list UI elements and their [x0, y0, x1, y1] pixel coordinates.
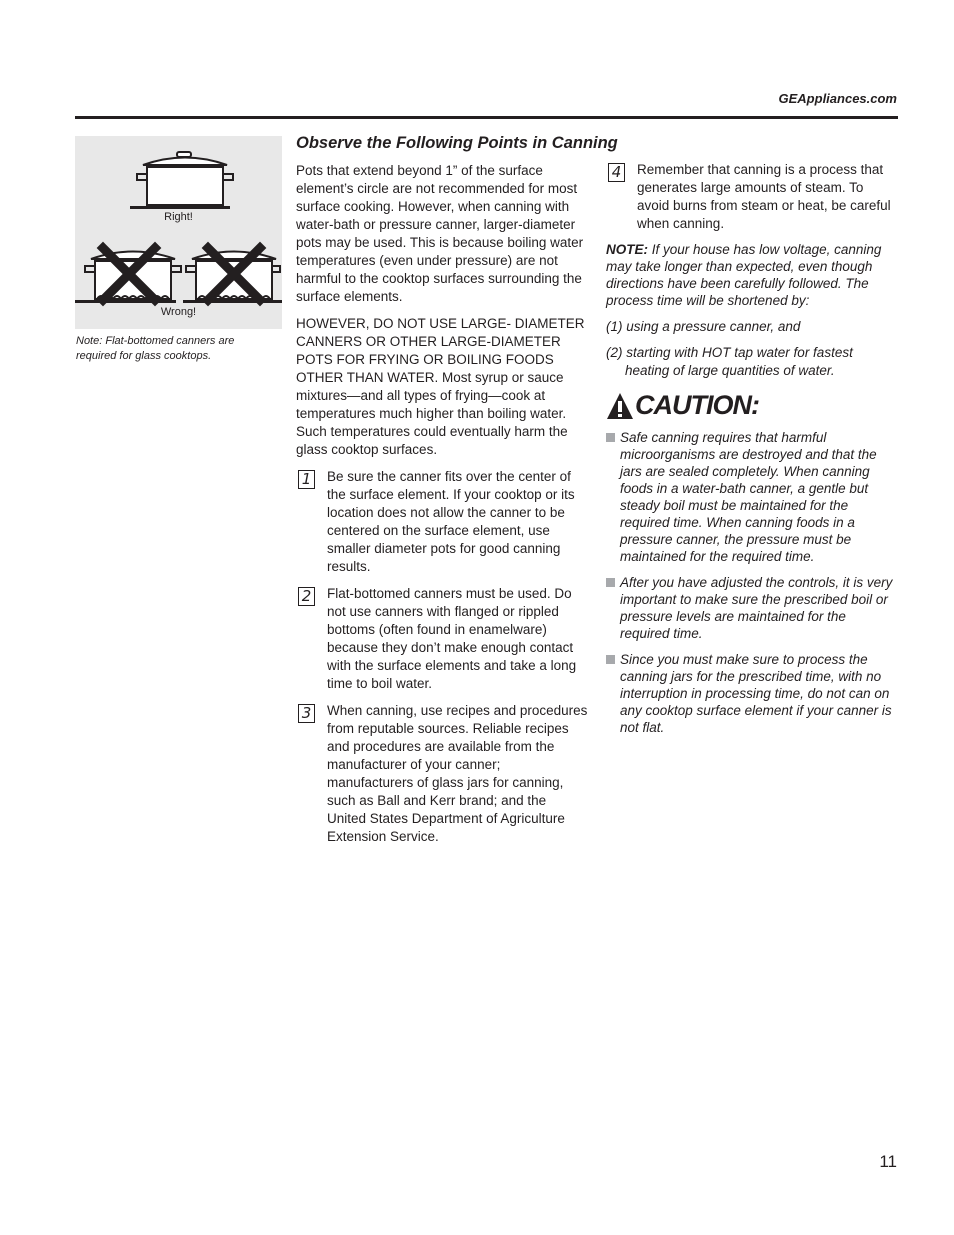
- section-title: Observe the Following Points in Canning: [296, 134, 618, 152]
- caution-text-3: Since you must make sure to process the canning jars for the prescribed time, with no interruption in processing time, do not can on any cooktop surface element if your canner is not flat.: [620, 652, 892, 735]
- wrong-label: Wrong!: [160, 306, 197, 318]
- caution-bullet-3: [606, 651, 898, 736]
- caution-bullet-1: [606, 429, 898, 565]
- main-column: [296, 134, 618, 855]
- step-text-4: Remember that canning is a process that generates large amounts of steam. To avoid burns from steam or heat, be careful when canning.: [637, 162, 891, 231]
- square-bullet-icon: [606, 655, 615, 664]
- surface-element-wrong-left: [75, 300, 176, 303]
- canner-drawing: [75, 136, 282, 329]
- intro-paragraph: Pots that extend beyond 1” of the surface element’s circle are not recommended for most surface cooking. However, when canning with water-bath or pressure canner, larger-diameter pots may be used. This is because boiling water temperatures (even under pressure) are not harmful to the cooktop surfaces surrounding the surface elements.: [296, 163, 584, 304]
- caution-text-2: After you have adjusted the controls, it is very important to make sure the prescribed boil or pressure levels are maintained for the required time.: [620, 575, 893, 641]
- note-label: NOTE:: [606, 242, 648, 257]
- right-label: Right!: [164, 211, 193, 223]
- caution-bullet-2: [606, 574, 898, 642]
- caution-title: CAUTION:: [635, 390, 759, 420]
- right-pot-icon: [137, 152, 233, 205]
- caution-text-1: Safe canning requires that harmful microorganisms are destroyed and that the jars are sealed completely. When canning foods in a water-bath canner, a gentle but steady boil must be maintained for the required time. When canning foods in a pressure canner, the pressure must be maintained for the required time.: [620, 430, 877, 564]
- option-1: (1) using a pressure canner, and: [606, 319, 801, 334]
- step-2: [296, 585, 588, 693]
- header-rule: [75, 116, 898, 119]
- caution-heading: [606, 390, 898, 421]
- voltage-note: [606, 241, 898, 309]
- step-text-1: Be sure the canner fits over the center of the surface element. If your cooktop or its location does not allow the canner to be centered on the surface element, use smaller diameter pots for good canning results.: [327, 469, 575, 574]
- right-column: [606, 161, 898, 745]
- square-bullet-icon: [606, 578, 615, 587]
- figure-note: Note: Flat-bottomed canners are required for glass cooktops.: [76, 335, 235, 362]
- step-4: [606, 161, 898, 233]
- step-text-2: Flat-bottomed canners must be used. Do not use canners with flanged or rippled bottoms (often found in enamelware) because they don’t make enough contact with the surface elements and take a long time to boil water.: [327, 586, 577, 691]
- step-number-4: 4: [608, 163, 625, 182]
- page-number: 11: [879, 1152, 897, 1171]
- surface-element-right: [130, 206, 230, 209]
- step-number-3: 3: [298, 704, 315, 723]
- step-number-2: 2: [298, 587, 315, 606]
- step-number-1: 1: [298, 470, 315, 489]
- warning-paragraph: HOWEVER, DO NOT USE LARGE- DIAMETER CANNERS OR OTHER LARGE-DIAMETER POTS FOR FRYING OR BOILING FOODS OTHER THAN WATER. Most syrup or sauce mixtures—and all types of frying—cook at temperatures much higher than boiling water. Such temperatures could eventually harm the glass cooktop surfaces.: [296, 316, 585, 457]
- option-2: (2) starting with HOT tap water for fastest heating of large quantities of water.: [606, 345, 853, 378]
- step-text-3: When canning, use recipes and procedures from reputable sources. Reliable recipes and procedures are available from the manufacturer of your canner; manufacturers of glass jars for canning, such as Ball and Kerr brand; and the United States Department of Agriculture Extension Service.: [327, 703, 588, 844]
- note-text: If your house has low voltage, canning may take longer than expected, even though directions have been carefully followed. The process time will be shortened by:: [606, 242, 882, 308]
- canner-illustration: [75, 136, 282, 329]
- square-bullet-icon: [606, 433, 615, 442]
- step-1: [296, 468, 588, 576]
- site-url: GEAppliances.com: [778, 91, 897, 106]
- warning-triangle-icon: [606, 392, 634, 420]
- surface-element-wrong-right: [183, 300, 282, 303]
- step-3: [296, 702, 588, 846]
